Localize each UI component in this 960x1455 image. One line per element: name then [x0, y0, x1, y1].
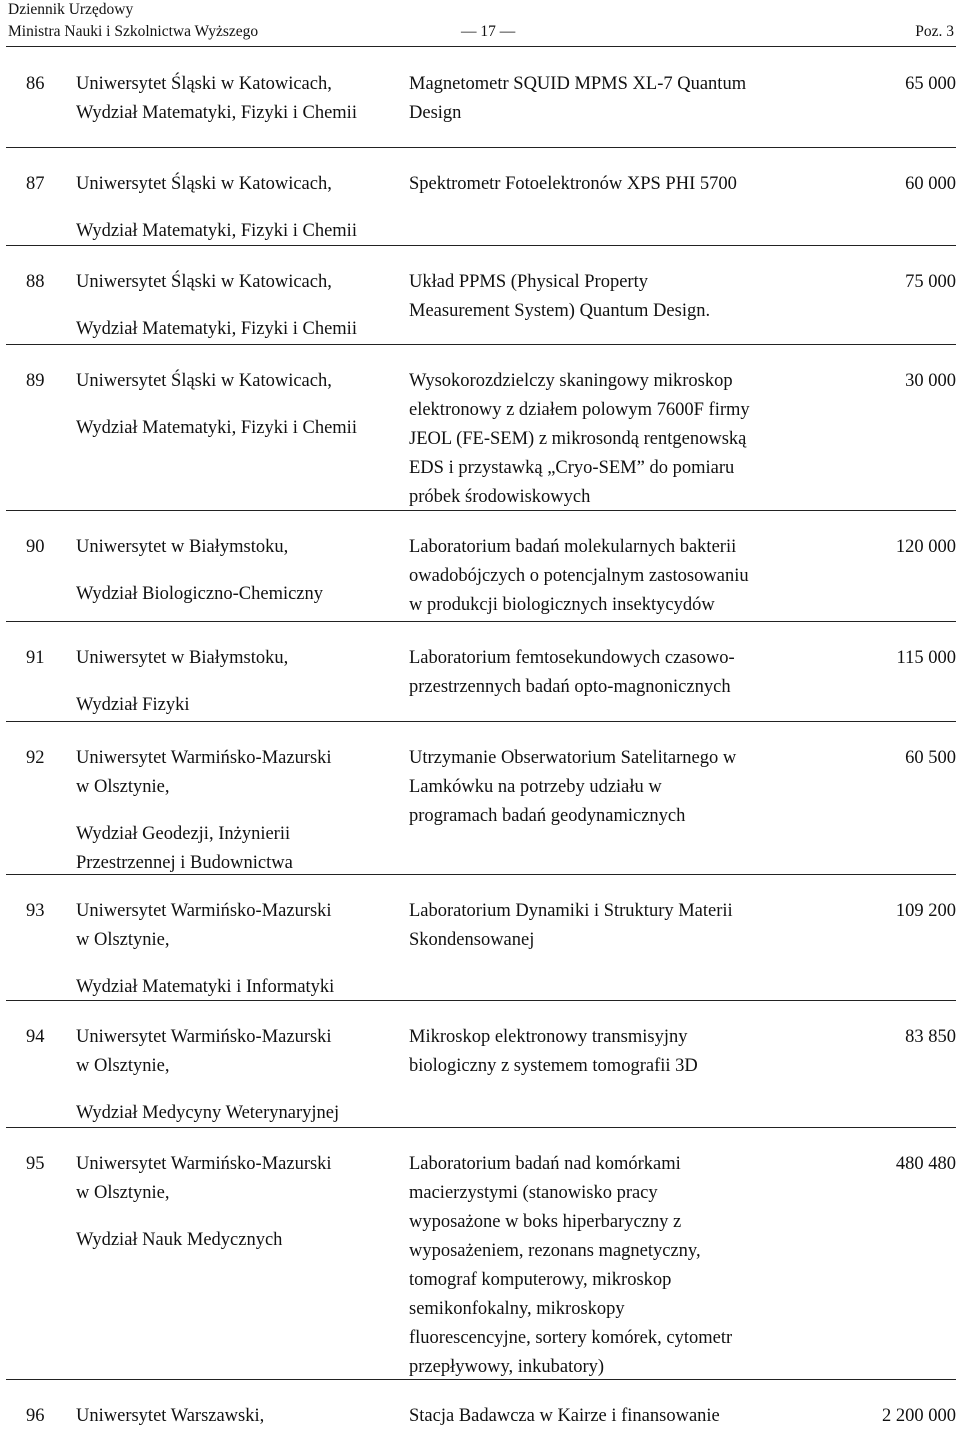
institution-line: Wydział Fizyki [76, 695, 190, 715]
institution [76, 1023, 412, 1128]
institution [76, 1402, 412, 1431]
institution-line: Wydział Medycyny Weterynaryjnej [76, 1103, 340, 1123]
institution-line: w Olsztynie, [76, 1056, 170, 1076]
row-number: 86 [26, 74, 45, 94]
row-number: 88 [26, 272, 45, 292]
institution-line: Uniwersytet Warmińsko-Mazurski [76, 1154, 332, 1174]
description: Stacja Badawcza w Kairze i finansowanie [409, 1406, 720, 1426]
institution [76, 744, 412, 878]
row-number: 89 [26, 371, 45, 391]
table-row [6, 1001, 956, 1128]
institution [76, 367, 412, 443]
table-row [6, 875, 956, 1001]
table-row [6, 148, 956, 246]
institution-line: Wydział Matematyki i Informatyki [76, 977, 335, 997]
institution [76, 1150, 412, 1255]
institution-line: w Olsztynie, [76, 1183, 170, 1203]
description: Układ PPMS (Physical Property Measurement System) Quantum Design. [409, 272, 711, 321]
amount: 2 200 000 [882, 1406, 956, 1426]
institution [76, 70, 412, 128]
table-row [6, 722, 956, 875]
institution [76, 170, 412, 246]
amount: 120 000 [895, 537, 956, 557]
institution [76, 644, 412, 720]
description: Mikroskop elektronowy transmisyjny biologiczny z systemem tomografii 3D [409, 1027, 698, 1076]
institution-line: Uniwersytet Śląski w Katowicach, [76, 174, 332, 194]
institution-line: Uniwersytet Warmińsko-Mazurski [76, 1027, 332, 1047]
table-row [6, 1128, 956, 1380]
institution-line: Wydział Biologiczno-Chemiczny [76, 584, 324, 604]
amount: 60 500 [905, 748, 956, 768]
institution-line: Uniwersytet Warszawski, [76, 1406, 265, 1426]
amount: 60 000 [905, 174, 956, 194]
table-row [6, 511, 956, 622]
description: Magnetometr SQUID MPMS XL-7 Quantum Design [409, 74, 747, 123]
institution-line: Wydział Matematyki, Fizyki i Chemii [76, 221, 357, 241]
institution-line: Uniwersytet w Białymstoku, [76, 537, 289, 557]
institution [76, 268, 412, 344]
page-header [6, 0, 956, 47]
institution-line: w Olsztynie, [76, 930, 170, 950]
institution-line: Przestrzennej i Budownictwa [76, 853, 293, 873]
institution-line: Wydział Nauk Medycznych [76, 1230, 283, 1250]
page-number: — 17 — [461, 23, 516, 40]
description: Laboratorium badań nad komórkami macierzystymi (stanowisko pracy wyposażone w boks hiperbaryczny z wyposażeniem, rezonans magnetyczny, tomograf komputerowy, mikroskop semikonfokalny, mikroskopy fluorescencyjne, sortery komórek, cytometr przepływowy, inkubatory) [409, 1154, 733, 1377]
description: Wysokorozdzielczy skaningowy mikroskop elektronowy z działem polowym 7600F firmy JEOL (FE-SEM) z mikrosondą rentgenowską EDS i przystawką „Cryo-SEM” do pomiaru próbek środowiskowych [409, 371, 750, 507]
institution [76, 897, 412, 1002]
institution-line: Wydział Geodezji, Inżynierii [76, 824, 291, 844]
amount: 115 000 [896, 648, 956, 668]
institution-line: Uniwersytet Śląski w Katowicach, [76, 371, 332, 391]
institution-line: Uniwersytet Śląski w Katowicach, [76, 74, 332, 94]
description: Spektrometr Fotoelektronów XPS PHI 5700 [409, 174, 737, 194]
institution-line: Uniwersytet Warmińsko-Mazurski [76, 748, 332, 768]
table-row [6, 48, 956, 148]
institution [76, 533, 412, 609]
description: Laboratorium Dynamiki i Struktury Materii Skondensowanej [409, 901, 733, 950]
amount: 109 200 [895, 901, 956, 921]
institution-line: w Olsztynie, [76, 777, 170, 797]
position-number: Poz. 3 [915, 23, 954, 40]
institution-line: Uniwersytet w Białymstoku, [76, 648, 289, 668]
table-row [6, 246, 956, 345]
row-number: 87 [26, 174, 45, 194]
table-row [6, 622, 956, 722]
institution-line: Wydział Matematyki, Fizyki i Chemii [76, 319, 357, 339]
institution-line: Uniwersytet Warmińsko-Mazurski [76, 901, 332, 921]
institution-line: Uniwersytet Śląski w Katowicach, [76, 272, 332, 292]
description: Laboratorium femtosekundowych czasowo- przestrzennych badań opto-magnonicznych [409, 648, 735, 697]
journal-title: Dziennik Urzędowy [8, 1, 134, 18]
row-number: 95 [26, 1154, 45, 1174]
amount: 75 000 [905, 272, 956, 292]
ministry-name: Ministra Nauki i Szkolnictwa Wyższego [8, 23, 259, 40]
row-number: 93 [26, 901, 45, 921]
description: Utrzymanie Obserwatorium Satelitarnego w Lamkówku na potrzeby udziału w programach badań geodynamicznych [409, 748, 737, 826]
table-row [6, 345, 956, 511]
row-number: 94 [26, 1027, 45, 1047]
row-number: 96 [26, 1406, 45, 1426]
amount: 65 000 [905, 74, 956, 94]
row-number: 91 [26, 648, 45, 668]
row-number: 92 [26, 748, 45, 768]
amount: 480 480 [895, 1154, 956, 1174]
institution-line: Wydział Matematyki, Fizyki i Chemii [76, 418, 357, 438]
table-row [6, 1380, 956, 1454]
row-number: 90 [26, 537, 45, 557]
institution-line: Wydział Matematyki, Fizyki i Chemii [76, 103, 357, 123]
amount: 83 850 [905, 1027, 956, 1047]
description: Laboratorium badań molekularnych bakterii owadobójczych o potencjalnym zastosowaniu w produkcji biologicznych insektycydów [409, 537, 749, 615]
amount: 30 000 [905, 371, 956, 391]
